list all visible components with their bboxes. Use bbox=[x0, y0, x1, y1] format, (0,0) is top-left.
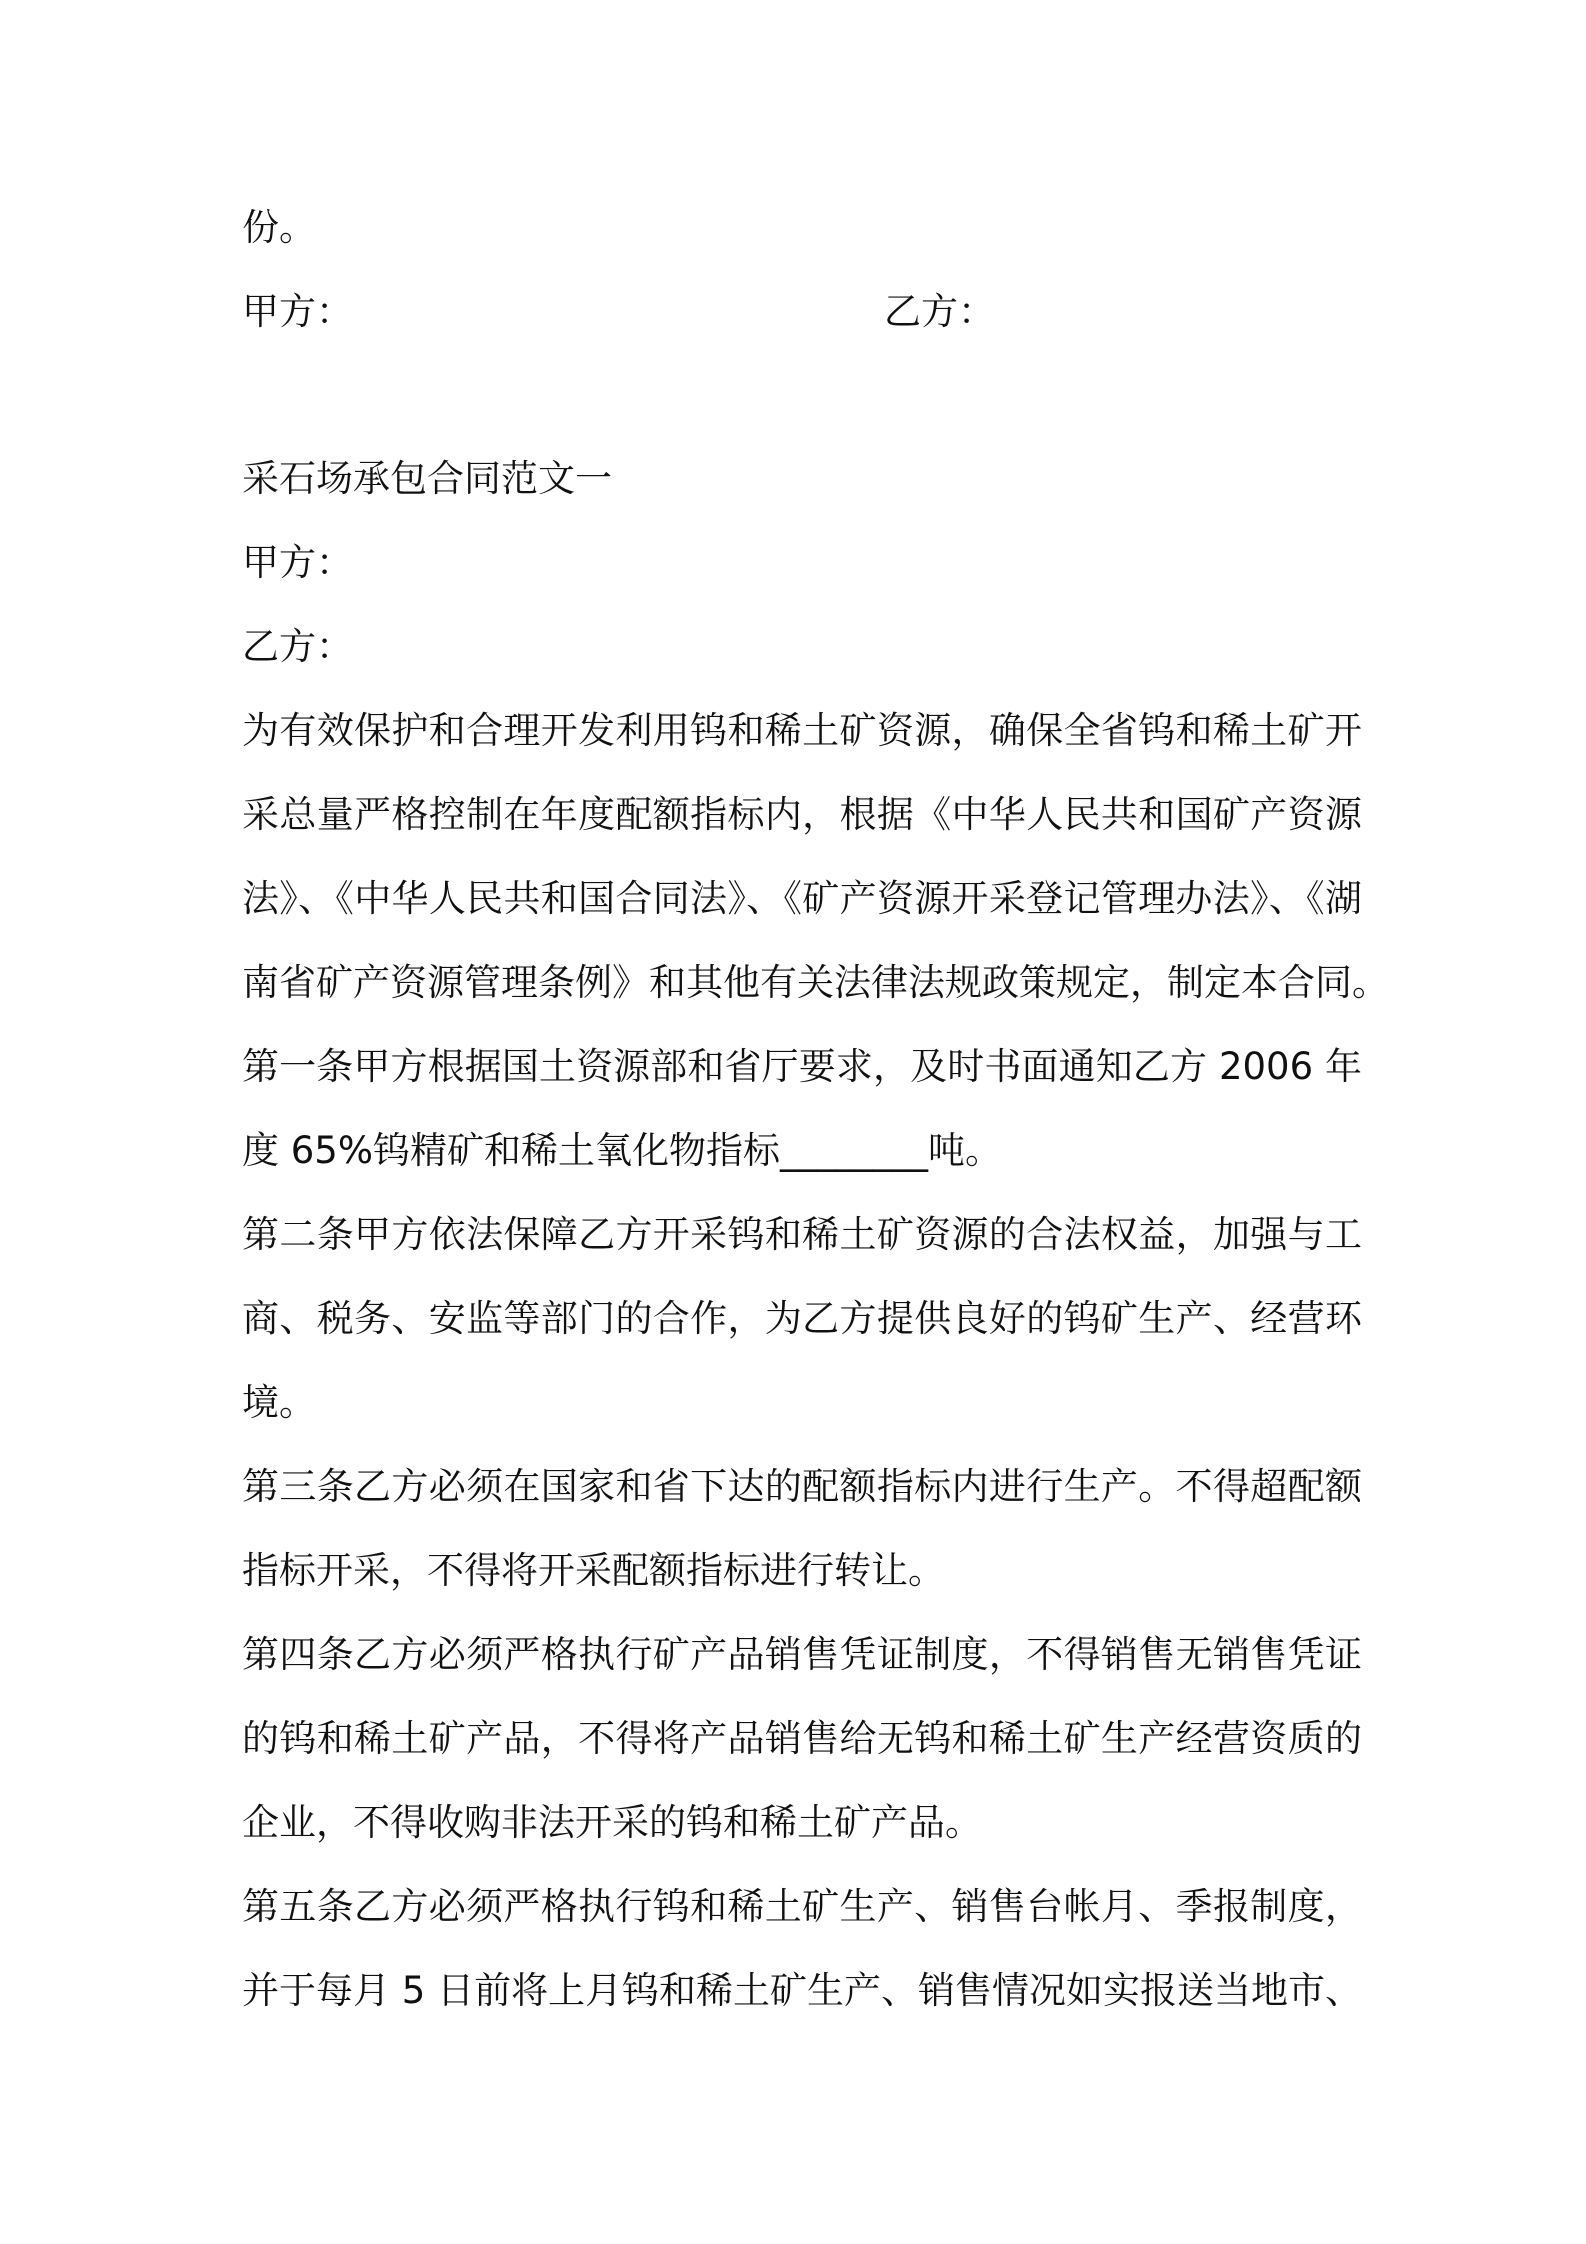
paragraph-line: 企业，不得收购非法开采的钨和稀土矿产品。 bbox=[242, 1801, 982, 1844]
paragraph-line: 并于每月 5 日前将上月钨和稀土矿生产、销售情况如实报送当地市、 bbox=[242, 1969, 1363, 2012]
paragraph-line: 第五条乙方必须严格执行钨和稀土矿生产、销售台帐月、季报制度， bbox=[242, 1885, 1362, 1928]
paragraph-line: 第四条乙方必须严格执行矿产品销售凭证制度，不得销售无销售凭证 bbox=[242, 1633, 1362, 1676]
paragraph-line: 南省矿产资源管理条例》和其他有关法律法规政策规定，制定本合同。 bbox=[242, 961, 1389, 1004]
contract-title: 采石场承包合同范文一 bbox=[242, 457, 612, 500]
paragraph-line: 采总量严格控制在年度配额指标内，根据《中华人民共和国矿产资源 bbox=[242, 793, 1362, 836]
paragraph-line: 的钨和稀土矿产品，不得将产品销售给无钨和稀土矿生产经营资质的 bbox=[242, 1717, 1362, 1760]
paragraph-line: 境。 bbox=[242, 1381, 316, 1424]
paragraph-line: 商、税务、安监等部门的合作，为乙方提供良好的钨矿生产、经营环 bbox=[242, 1297, 1362, 1340]
paragraph-line: 第二条甲方依法保障乙方开采钨和稀土矿资源的合法权益，加强与工 bbox=[242, 1213, 1362, 1256]
paragraph-line: 法》、《中华人民共和国合同法》、《矿产资源开采登记管理办法》、《湖 bbox=[242, 877, 1362, 920]
paragraph-line: 为有效保护和合理开发利用钨和稀土矿资源，确保全省钨和稀土矿开 bbox=[242, 709, 1362, 752]
party-a-label: 甲方： bbox=[242, 541, 353, 584]
signature-party-b: 乙方： bbox=[884, 290, 995, 333]
paragraph-line: 第三条乙方必须在国家和省下达的配额指标内进行生产。不得超配额 bbox=[242, 1465, 1362, 1508]
paragraph-line: 第一条甲方根据国土资源部和省厅要求，及时书面通知乙方 2006 年 bbox=[242, 1045, 1362, 1088]
paragraph-line: 指标开采，不得将开采配额指标进行转让。 bbox=[242, 1549, 945, 1592]
paragraph-line: 度 65%钨精矿和稀土氧化物指标________吨。 bbox=[242, 1129, 1002, 1172]
fragment-end: 份。 bbox=[242, 206, 316, 249]
signature-party-a: 甲方： bbox=[242, 290, 353, 333]
party-b-label: 乙方： bbox=[242, 625, 353, 668]
